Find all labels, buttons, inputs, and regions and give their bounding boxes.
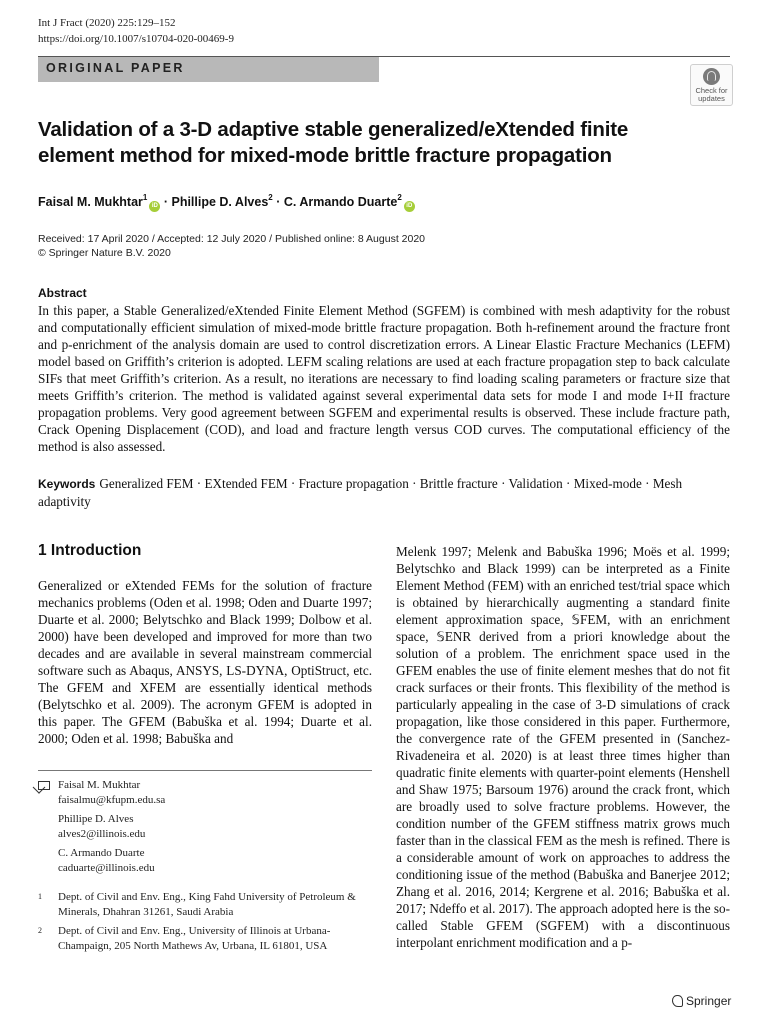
author-name[interactable]: Phillipe D. Alves — [171, 195, 269, 209]
publisher-name: Springer — [686, 994, 732, 1008]
envelope-icon — [38, 781, 50, 790]
abstract-text: In this paper, a Stable Generalized/eXtended Finite Element Method (SGFEM) is combined with mesh adaptivity for the robust and computationally efficient simulation of mixed-mode brittle fracture propagation. Both h-refinement around the fracture front and p-enrichment of the analysis domain are used to control discretization errors. A Linear Elastic Fracture Mechanics (LEFM) model based on Griffith’s criterion is adopted. LEFM scaling relations are used at each fracture propagation step to back calculate SIFs that meet Griffith’s criterion. As a result, no iterations are necessary to find loading scaling parameters or fracture size that meets Griffith’s criterion. The method is validated against several experimental data sets for mode I and mode I+II fracture propagation problems. Very good agreement between SGFEM and experimental results is observed. These include fracture path, Crack Opening Displacement (COD), and load and fracture length versus COD curves. The computational efficiency of the method is also assessed. — [38, 303, 730, 454]
coauthor-contact — [58, 812, 145, 842]
author-name[interactable]: C. Armando Duarte — [283, 195, 398, 209]
author-affiliation-marker: 2 — [268, 193, 273, 202]
publication-dates: Received: 17 April 2020 / Accepted: 12 July 2020 / Published online: 8 August 2020 — [38, 233, 426, 245]
article-type-band — [38, 57, 379, 82]
journal-citation: Int J Fract (2020) 225:129–152 — [38, 17, 176, 29]
keywords — [38, 475, 730, 510]
author-email[interactable]: alves2@illinois.edu — [58, 828, 146, 840]
check-for-updates-label: Check for updates — [695, 86, 728, 103]
author-email[interactable]: caduarte@illinois.edu — [58, 862, 155, 874]
affiliation: Dept. of Civil and Env. Eng., King Fahd University of Petroleum & Minerals, Dhahran 31261, Saudi Arabia — [58, 891, 356, 918]
author-separator: · — [276, 195, 281, 209]
article-type-label: ORIGINAL PAPER — [46, 61, 185, 75]
keywords-text: Generalized FEM · EXtended FEM · Fracture propagation · Brittle fracture · Validation · Mixed-mode · Mesh adaptivity — [38, 476, 683, 509]
publisher-footer — [672, 994, 731, 1008]
footnote-rule — [38, 770, 372, 771]
author-footnote-name: C. Armando Duarte — [58, 847, 145, 859]
paper-title: Validation of a 3-D adaptive stable generalized/eXtended finite element method for mixed-mode brittle fracture propagation — [38, 118, 629, 167]
affiliation-number: 2 — [38, 926, 42, 935]
corresponding-author — [58, 778, 165, 808]
author-footnote-name: Phillipe D. Alves — [58, 813, 134, 825]
author-list — [38, 189, 415, 212]
author-affiliation-marker: 1 — [142, 193, 148, 202]
author-footnote-name: Faisal M. Mukhtar — [58, 779, 141, 791]
check-for-updates-badge[interactable] — [690, 64, 733, 106]
orcid-icon[interactable]: iD — [404, 201, 415, 212]
abstract-heading: Abstract — [38, 286, 87, 300]
keywords-label: Keywords — [38, 477, 96, 491]
section-heading: 1 Introduction — [38, 542, 142, 559]
author-name[interactable]: Faisal M. Mukhtar — [38, 195, 143, 209]
doi-link[interactable]: https://doi.org/10.1007/s10704-020-00469-9 — [38, 33, 234, 45]
body-column-left: Generalized or eXtended FEMs for the solution of fracture mechanics problems (Oden et al. 1998; Oden and Duarte 1997; Duarte et al. 2000; Belytschko and Black 1999; Dolbow et al. 2000) have been developed and improved for more than two decades and are available in several mainstream commercial software such as Abaqus, ANSYS, LS-DYNA, OptiStruct, etc. The GFEM and XFEM are essentially identical methods (Belytschko et al. 2009). The acronym GFEM is adopted in this paper. The GFEM (Babuška et al. 1994; Duarte et al. 2000; Oden et al. 1998; Babuška and — [38, 578, 372, 746]
affiliation-number: 1 — [38, 892, 42, 901]
copyright-notice: © Springer Nature B.V. 2020 — [38, 247, 171, 259]
body-column-right: Melenk 1997; Melenk and Babuška 1996; Moës et al. 1999; Belytschko and Black 1999) can be interpreted as a Finite Element Method (FEM) with an enriched test/trial space which is obtained by hierarchically augmenting a standard finite element approximation space, 𝕊FEM, with an enrichment space, 𝕊ENR derived from a priori knowledge about the solution of a problem. The enrichment space used in the GFEM enables the use of finite element meshes that do not fit crack surfaces or their fronts. This flexibility of the method is particularly appealing in the case of 3-D simulations of crack propagation, like those considered in this paper. Furthermore, the convergence rate of the GFEM presented in (Sanchez-Rivadeneira et al. 2020) is at least three times higher than quadratic finite elements with quarter-point elements (Henshell and Shaw 1975; Barsoum 1976) around the crack front, which are broadly used to solve fracture problems. However, the condition number of the GFEM stiffness matrix grows much faster than in the classical FEM as the mesh is refined. There is a considerable amount of work on approaches to address the conditioning issue of the method (Babuška and Banerjee 2012; Zhang et al. 2016, 2014; Kergrene et al. 2016; Babuška et al. 2017; Ndeffo et al. 2017). The approach adopted here is the so-called Stable GFEM (SGFEM) with a discontinuous interpolant enrichment modification and a p- — [396, 544, 730, 950]
author-email[interactable]: faisalmu@kfupm.edu.sa — [58, 794, 166, 806]
springer-logo-icon — [672, 995, 683, 1007]
affiliation: Dept. of Civil and Env. Eng., University of Illinois at Urbana-Champaign, 205 North Mathews Av, Urbana, IL 61801, USA — [58, 925, 331, 952]
author-separator: · — [163, 195, 168, 209]
author-affiliation-marker: 2 — [397, 193, 402, 202]
coauthor-contact — [58, 846, 155, 876]
orcid-icon[interactable]: iD — [149, 201, 160, 212]
check-for-updates-icon — [703, 68, 720, 85]
